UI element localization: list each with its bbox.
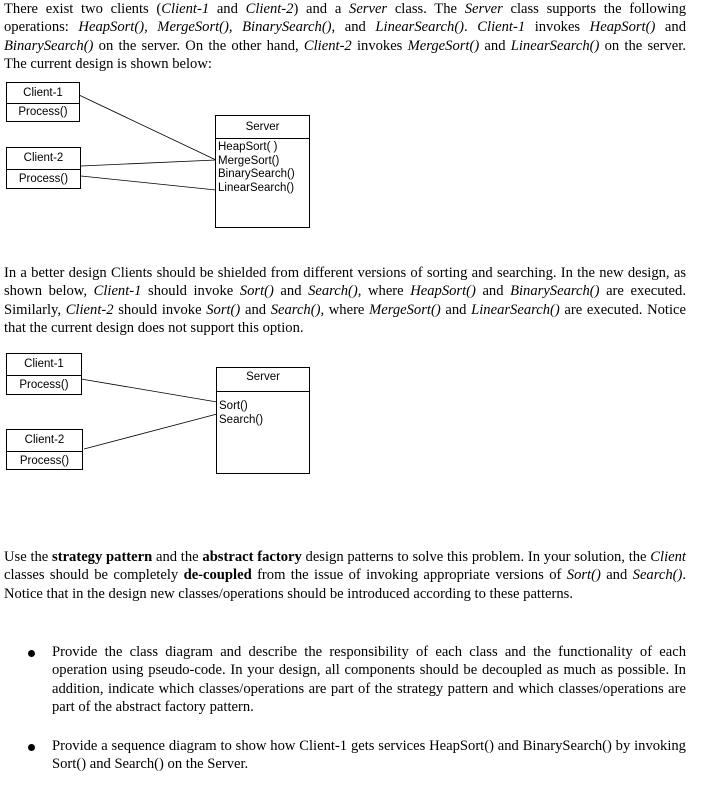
diagram2-client2-box (6, 429, 83, 470)
bullet-icon (28, 650, 35, 657)
middle-paragraph: In a better design Clients should be shielded from different versions of sorting and searching. In the new design, as shown below, Client-1 should invoke Sort() and Search(), where HeapSort() and BinarySearch() are executed. Similarly, Client-2 should invoke Sort() and Search(), where MergeSort() and LinearSearch() are executed. Notice that the current design does not support this option. (4, 265, 686, 336)
diagram1-client2-op: Process() (18, 173, 69, 185)
diagram2-server-name: Server (217, 368, 309, 392)
diagram1-op-heapsort: HeapSort( ) (218, 141, 278, 153)
diagram1-client2-name: Client-2 (7, 148, 80, 170)
diagram2-client2-op: Process() (19, 455, 70, 467)
diagram1-server-box (215, 115, 310, 228)
diagram1-client2-box (6, 147, 81, 189)
diagram1-client1-box (6, 82, 80, 122)
diagram2-server-ops (217, 392, 309, 427)
diagram2-op-sort: Sort() (219, 400, 248, 412)
bullet-item-sequence-diagram: Provide a sequence diagram to show how Client-1 gets services HeapSort() and BinarySearch() by invoking Sort() and Search() on the Server. (52, 738, 686, 773)
diagram1-client1-name: Client-1 (7, 83, 79, 104)
diagram2-server-box (216, 367, 310, 474)
bullet-icon (28, 744, 35, 751)
task-paragraph: Use the strategy pattern and the abstract factory design patterns to solve this problem. In your solution, the Client classes should be completely de-coupled from the issue of invoking appropriate versions of Sort() and Search(). Notice that in the design new classes/operations should be introduced according to these patterns. (4, 549, 687, 602)
diagram1-line-client2-a (81, 160, 216, 166)
diagram1-client1-op: Process() (18, 106, 68, 118)
diagram2-line-client2 (84, 414, 217, 449)
diagram2-client1-op: Process() (19, 379, 69, 391)
diagram2-line-client1 (81, 379, 217, 402)
diagram1-line-client2-b (81, 176, 216, 190)
diagram2-client1-box (6, 353, 82, 395)
diagram1-server-name: Server (216, 116, 309, 139)
diagram2-client1-name: Client-1 (7, 354, 81, 376)
diagram2-op-search: Search() (219, 413, 264, 426)
intro-paragraph: There exist two clients (Client-1 and Client-2) and a Server class. The Server class supports the following operations: HeapSort(), MergeSort(), BinarySearch(), and LinearSearch(). Client-1 invokes HeapSort() and BinarySearch() on the server. On the other hand, Client-2 invokes MergeSort() and LinearSearch() on the server. The current design is shown below: (4, 1, 687, 72)
diagram1-op-mergesort: MergeSort() (218, 154, 280, 167)
bullet-item-class-diagram: Provide the class diagram and describe the responsibility of each class and the functionality of each operation using pseudo-code. In your design, all components should be decoupled as much as possible. In addition, indicate which classes/operations are part of the strategy pattern and which classes/operations are part of the abstract factory pattern. (52, 644, 686, 715)
diagram1-line-client1 (79, 95, 216, 160)
diagram1-op-linearsearch: LinearSearch() (218, 181, 295, 194)
diagram1-server-ops (216, 139, 309, 195)
diagram2-client2-name: Client-2 (7, 430, 82, 452)
diagram1-op-binarysearch: BinarySearch() (218, 168, 295, 181)
